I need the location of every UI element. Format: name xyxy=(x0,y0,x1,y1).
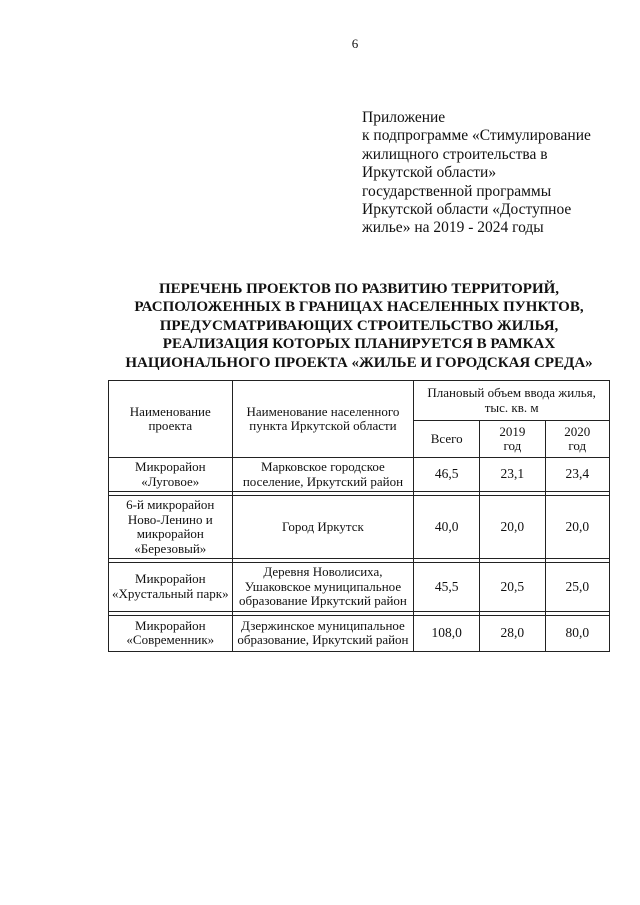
cell-total: 45,5 xyxy=(414,563,480,612)
header-volume: Плановый объем ввода жилья, тыс. кв. м xyxy=(414,381,610,421)
cell-2019: 20,0 xyxy=(480,496,545,559)
header-settlement: Наименование населенного пункта Иркутской области xyxy=(232,381,414,458)
cell-settlement: Марковское городское поселение, Иркутский район xyxy=(232,458,414,492)
cell-2020: 20,0 xyxy=(545,496,609,559)
table-row xyxy=(109,496,610,559)
cell-project: Микрорайон «Современник» xyxy=(109,615,233,651)
page-number: 6 xyxy=(351,36,359,51)
table-row xyxy=(109,615,610,651)
table-row xyxy=(109,458,610,492)
cell-settlement: Дзержинское муниципальное образование, Иркутский район xyxy=(232,615,414,651)
appendix-line: к подпрограмме «Стимулирование xyxy=(362,127,591,145)
cell-2020: 25,0 xyxy=(545,563,609,612)
header-2019: 2019 год xyxy=(480,421,545,458)
cell-settlement: Город Иркутск xyxy=(232,496,414,559)
cell-project: 6-й микрорайон Ново-Ленино и микрорайон «Березовый» xyxy=(109,496,233,559)
document-title xyxy=(108,280,610,372)
projects-table xyxy=(108,380,610,652)
appendix-note xyxy=(362,109,632,238)
cell-2019: 23,1 xyxy=(480,458,545,492)
appendix-line: жилье» на 2019 - 2024 годы xyxy=(362,219,544,237)
header-2020: 2020 год xyxy=(545,421,609,458)
cell-2019: 20,5 xyxy=(480,563,545,612)
appendix-line: Иркутской области» xyxy=(362,164,497,182)
appendix-line: жилищного строительства в xyxy=(362,145,548,163)
cell-total: 40,0 xyxy=(414,496,480,559)
cell-settlement: Деревня Новолисиха, Ушаковское муниципальное образование Иркутский район xyxy=(232,563,414,612)
header-total: Всего xyxy=(414,421,480,458)
title-line: ПРЕДУСМАТРИВАЮЩИХ СТРОИТЕЛЬСТВО ЖИЛЬЯ, xyxy=(159,317,559,334)
cell-project: Микрорайон «Луговое» xyxy=(109,458,233,492)
cell-project: Микрорайон «Хрустальный парк» xyxy=(109,563,233,612)
title-line: РАСПОЛОЖЕННЫХ В ГРАНИЦАХ НАСЕЛЕННЫХ ПУНКТОВ, xyxy=(134,299,584,316)
appendix-line: Приложение xyxy=(362,109,446,126)
cell-2020: 23,4 xyxy=(545,458,609,492)
title-line: НАЦИОНАЛЬНОГО ПРОЕКТА «ЖИЛЬЕ И ГОРОДСКАЯ СРЕДА» xyxy=(125,354,593,371)
cell-2020: 80,0 xyxy=(545,615,609,651)
cell-total: 108,0 xyxy=(414,615,480,651)
cell-2019: 28,0 xyxy=(480,615,545,651)
cell-total: 46,5 xyxy=(414,458,480,492)
title-line: РЕАЛИЗАЦИЯ КОТОРЫХ ПЛАНИРУЕТСЯ В РАМКАХ xyxy=(162,336,556,353)
appendix-line: государственной программы xyxy=(362,182,552,200)
table-row xyxy=(109,563,610,612)
appendix-line: Иркутской области «Доступное xyxy=(362,201,572,219)
title-line: ПЕРЕЧЕНЬ ПРОЕКТОВ ПО РАЗВИТИЮ ТЕРРИТОРИЙ, xyxy=(158,281,560,297)
header-project: Наименование проекта xyxy=(109,381,233,458)
